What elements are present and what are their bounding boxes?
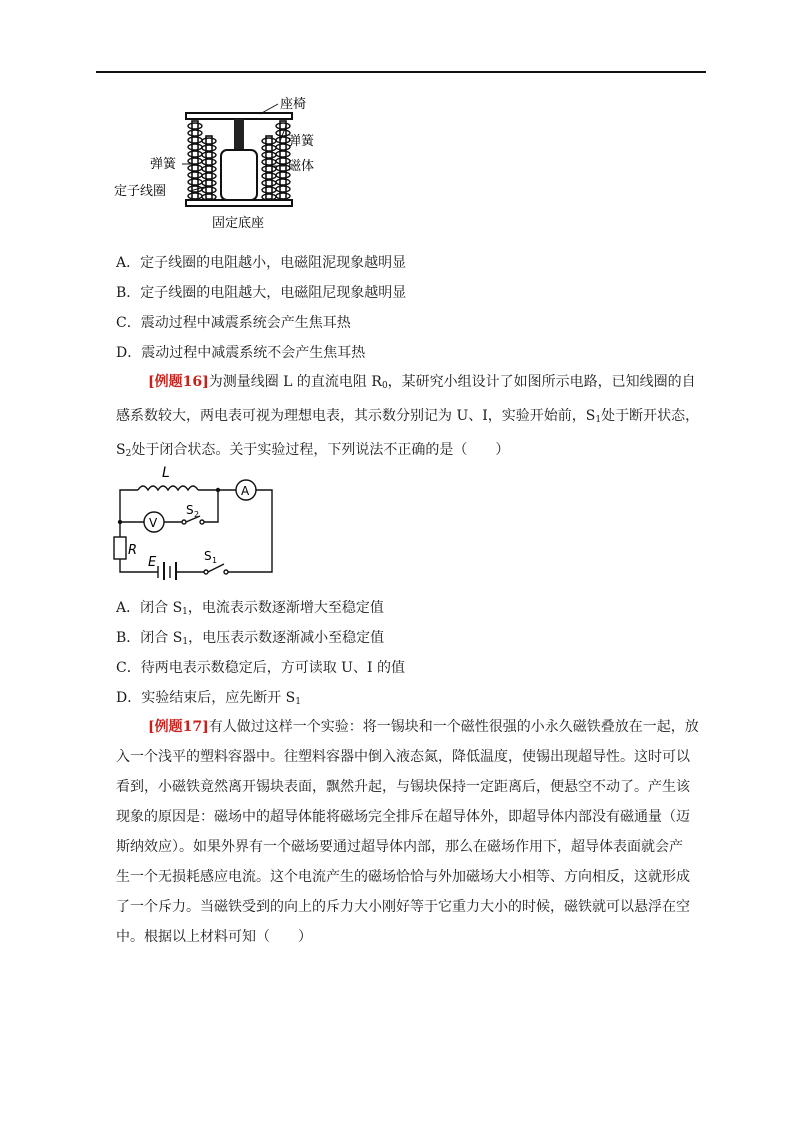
- q15-option-b: B．定子线圈的电阻越大，电磁阻尼现象越明显: [116, 285, 407, 301]
- q16-tag: [例题16]: [148, 374, 209, 390]
- label-switch2-sub: 2: [194, 510, 200, 519]
- q16-option-b: B．闭合 $S_1$，电压表示数逐渐减小至稳定值: [116, 630, 385, 647]
- q17-tag: [例题17]: [148, 719, 209, 735]
- q16-option-d: D．实验结束后，应先断开 $S_1$: [116, 690, 302, 707]
- magnet-body: [221, 150, 257, 200]
- q15-option-d: D．震动过程中减震系统不会产生焦耳热: [116, 345, 366, 361]
- label-voltmeter: V: [149, 516, 158, 530]
- magnet-rod: [234, 119, 244, 151]
- wire-right: [228, 490, 272, 572]
- label-magnet: 磁体: [288, 159, 315, 174]
- label-battery: E: [148, 555, 157, 570]
- label-switch1-sub: 1: [212, 556, 218, 565]
- q17-stem: [例题17]有人做过这样一个实验：将一锡块和一个磁性很强的小永久磁铁叠放在一起，放 入一个浅平的塑料容器中。往塑料容器中倒入液态氮，降低温度，使锡出现超导性。这时可以 看到，小磁铁竟然离开锡块表面，飘然升起，与锡块保持一定距离后，便悬空不动了。产生该 现象的原因是：磁场中的超导体能将磁场完全排斥在超导体外，即超导体内部没有磁通量（迈 斯纳效应）。如果外界有一个磁场要通过超导体内部，那么在磁场作用下，超导体表面就会产 生一个无损耗感应电流。这个电流产生的磁场恰恰与外加磁场大小相等、方向相反，这就形成 了一个斥力。当磁铁受到的向上的斥力大小刚好等于它重力大小的时候，磁铁就可以悬浮在空 中。根据以上材料可知（ ）: [116, 719, 699, 945]
- label-spring-right: 弹簧: [288, 134, 315, 149]
- label-base: 固定底座: [212, 216, 265, 231]
- label-switch1: S: [204, 549, 212, 563]
- label-resistor: R: [128, 543, 138, 558]
- wire-top-left: [120, 490, 138, 522]
- left-spring: [192, 121, 198, 199]
- label-switch2: S: [186, 503, 194, 517]
- q16-option-c: C．待两电表示数稳定后，方可读取 U、I 的值: [116, 660, 405, 676]
- wire-v-right: [204, 490, 218, 522]
- inductor-coil: [138, 486, 198, 490]
- circuit-figure: [108, 462, 284, 580]
- q15-option-c: C．震动过程中减震系统会产生焦耳热: [116, 315, 351, 331]
- junction-left: [118, 520, 122, 524]
- resistor: [114, 537, 126, 559]
- junction-top: [216, 488, 220, 492]
- label-seat: 座椅: [280, 97, 307, 112]
- label-spring-left: 弹簧: [150, 157, 177, 172]
- label-stator-coil: 定子线圈: [114, 184, 167, 199]
- seat-plate: [186, 113, 292, 119]
- label-ammeter: A: [241, 484, 250, 498]
- header-rule: [96, 71, 706, 73]
- q16-stem: [例题16]为测量线圈 L 的直流电阻 $R_0$，某研究小组设计了如图所示电路，已知线圈的自 感系数较大，两电表可视为理想电表，其示数分别记为 U、I，实验开始前，$S_1$处于断开状态， $S_2$处于闭合状态。关于实验过程，下列说法不正确的是（ ）: [116, 374, 700, 459]
- seat-damper-figure: [110, 96, 320, 236]
- q15-option-a: A．定子线圈的电阻越小，电磁阻泥现象越明显: [116, 255, 407, 271]
- q16-option-a: A．闭合 $S_1$，电流表示数逐渐增大至稳定值: [116, 600, 384, 617]
- label-inductor: L: [162, 465, 170, 481]
- switch1-blade: [208, 564, 224, 572]
